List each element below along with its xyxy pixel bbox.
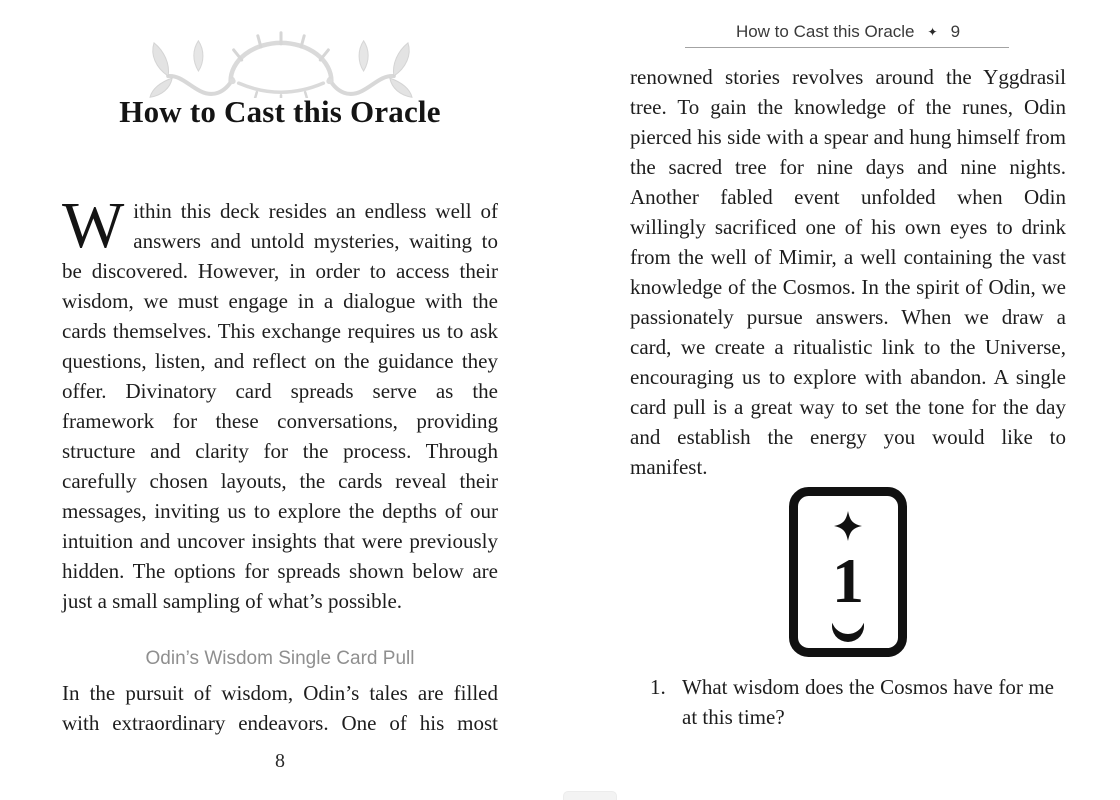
left-paragraph-text: ithin this deck resides an endless well of answers and untold mysteries, waiting to be discovered. However, in order to access their wisdom, we must engage in a dialogue with the cards themselves. This exchange requires us to ask questions, listen, and reflect on the guidance they offer. Divinatory card spreads serve as the framework for these conversations, providing structure and clarity for the process. Through carefully chosen layouts, the cards reveal their messages, inviting us to explore the depths of our intuition and uncover insights that were previously hidden. The options for spreads shown below are just a small sampling of what’s possible. (62, 199, 498, 613)
right-page-number: 9 (950, 22, 961, 41)
single-card-illustration (630, 486, 1066, 663)
drop-cap: W (62, 189, 125, 262)
running-header (630, 22, 1066, 42)
question-number: 1. (650, 675, 666, 699)
spread-subheading: Odin’s Wisdom Single Card Pull (145, 648, 415, 669)
chapter-title: How to Cast this Oracle (119, 94, 441, 129)
left-body-paragraph (62, 189, 498, 616)
question-text: What wisdom does the Cosmos have for me at this time? (682, 675, 1054, 729)
diamond-star-icon: ✦ (927, 25, 938, 39)
left-page-number: 8 (275, 750, 285, 772)
thorn-vine-leaves-ornament-icon (148, 30, 414, 98)
oracle-card-icon (788, 486, 908, 658)
header-rule (685, 47, 1009, 48)
running-header-title: How to Cast this Oracle (735, 22, 915, 41)
left-page (62, 0, 498, 800)
right-page (630, 0, 1066, 800)
right-body-paragraph: renowned stories revolves around the Yggdrasil tree. To gain the knowledge of the runes, Odin pierced his side with a spear and hung himself from the sacred tree for nine days and nine nights. Another fabled event unfolded when Odin willingly sacrificed one of his own eyes to drink from the well of Mimir, a well containing the vast knowledge of the Cosmos. In the spirit of Odin, we passionately pursue answers. When we draw a card, we create a ritualistic link to the Universe, encouraging us to explore with abandon. A single card pull is a great way to set the tone for the day and establish the energy you would like to manifest. (630, 65, 1066, 479)
left-body-paragraph-two: In the pursuit of wisdom, Odin’s tales are filled with extraordinary endeavors. One of his most (62, 681, 498, 735)
question-list-item (650, 672, 1054, 732)
bottom-edge-element (563, 791, 617, 800)
card-number: 1 (832, 545, 864, 616)
